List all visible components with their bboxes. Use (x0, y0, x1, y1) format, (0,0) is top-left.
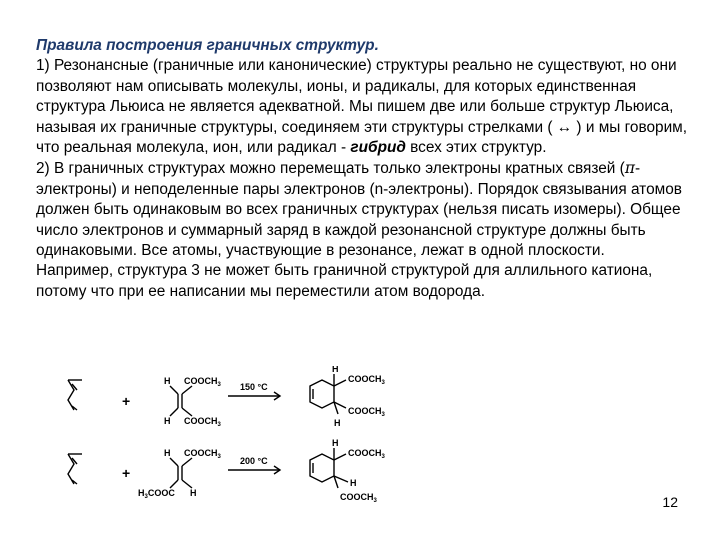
r2-diene-h-bottom: H (190, 488, 197, 498)
r2-product-group-top: $COOCH_3$ (348, 448, 385, 460)
r1-diene-h-top: H (164, 376, 171, 386)
rule-2-text: 2) В граничных структурах можно перемещать только электроны кратных связей ( (36, 160, 625, 178)
rule-2 (36, 158, 696, 261)
rule-2-tail: -электроны) и неподеленные пары электронов (n-электроны). Порядок связывания атомов должен быть одинаковым во всех граничных структурах (нельзя писать изомеры). Общее число электронов и суммарный заряд в каждой резонансной структуре должны быть одинаковыми. Все атомы, участвующие в резонансе, лежат в одной плоскости. (36, 160, 682, 260)
pi-symbol: π (624, 159, 635, 178)
slide-heading: Правила построения граничных структур. (36, 37, 379, 54)
rule-1 (36, 56, 696, 158)
r1-diene-group-bottom: $COOCH_3$ (184, 416, 221, 428)
reaction-schemes (60, 366, 420, 506)
r2-product-h-top: H (332, 438, 339, 448)
r1-product-group-top: $COOCH_3$ (348, 374, 385, 386)
r2-product-group-bottom: $COOCH_3$ (340, 492, 377, 504)
r1-product-h-bottom: H (334, 418, 341, 428)
condition-2: 200 °C (240, 456, 268, 466)
rule-1-tail: всех этих структур. (405, 139, 547, 157)
plus-sign-2: + (122, 465, 131, 481)
r2-diene-group-top: $COOCH_3$ (184, 448, 221, 460)
r2-diene-group-bottom-left: $H_3COOC$ (138, 488, 175, 500)
condition-1: 150 °C (240, 382, 268, 392)
example-text: Например, структура 3 не может быть граничной структурой для аллильного катиона, потому что при ее написании мы переместили атом водорода. (36, 262, 653, 300)
r1-diene-h-bottom: H (164, 416, 171, 426)
r1-product-group-bottom: $COOCH_3$ (348, 406, 385, 418)
plus-sign-1: + (122, 393, 131, 409)
slide-text (36, 36, 696, 302)
r1-product-h-top: H (332, 366, 339, 374)
r1-diene-group-top: $COOCH_3$ (184, 376, 221, 388)
r2-product-h-bottom: H (350, 478, 357, 488)
r2-diene-h-top: H (164, 448, 171, 458)
rule-1-text: 1) Резонансные (граничные или канонические) структуры реально не существуют, но они позволяют нам описывать молекулы, ионы, и радикалы, для которых единственная структура Льюиса не является адекватной. Мы пишем две или больше структур Льюиса, называя их граничные структуры, соединяем эти структуры стрелками ( ↔ ) и мы говорим, что реальная молекула, ион, или радикал - (36, 57, 688, 157)
rule-1-emphasis: гибрид (350, 139, 406, 157)
page-number: 12 (662, 494, 678, 510)
